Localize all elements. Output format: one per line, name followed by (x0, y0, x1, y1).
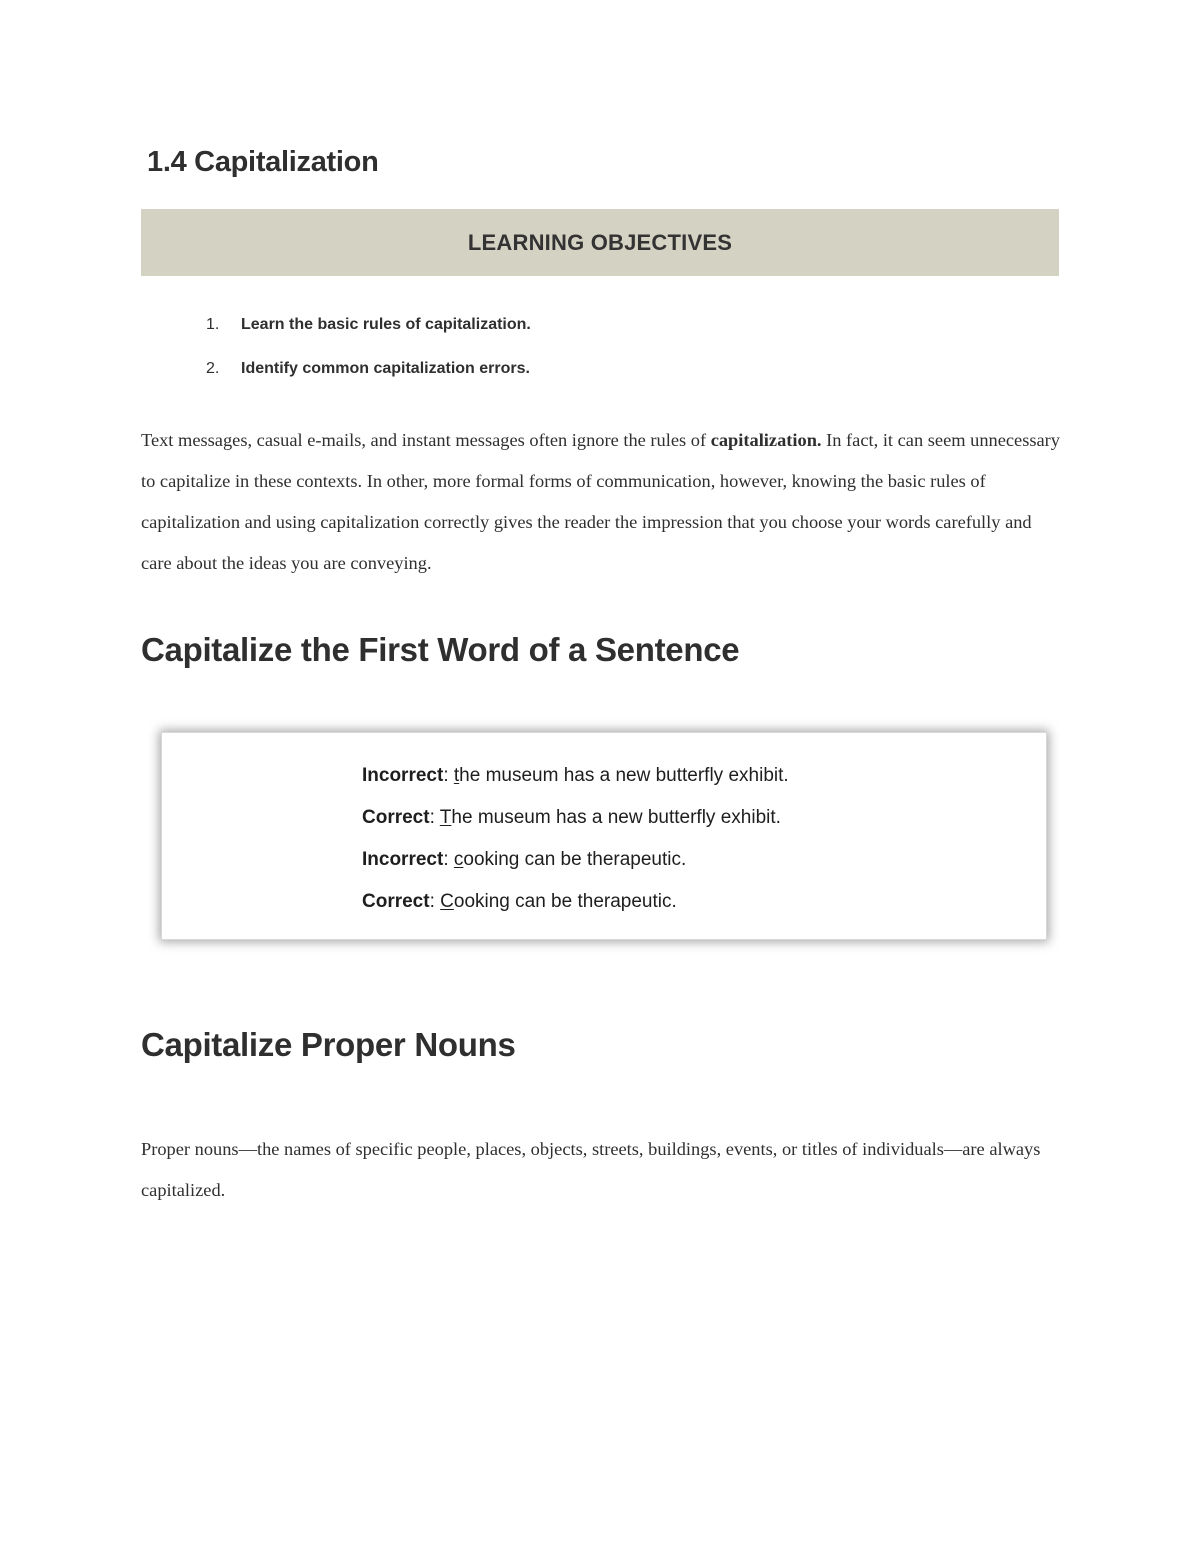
page-title: 1.4 Capitalization (147, 146, 379, 178)
intro-key-term: capitalization. (710, 430, 822, 450)
example-rest: ooking can be therapeutic. (453, 891, 677, 912)
example-separator: : (443, 765, 454, 786)
example-first-letter: c (453, 849, 464, 870)
objective-text: Learn the basic rules of capitalization. (241, 316, 531, 333)
example-rest: ooking can be therapeutic. (463, 849, 687, 870)
intro-text-start: Text messages, casual e-mails, and instant messages often ignore the rules of (141, 430, 711, 450)
intro-text-end: In fact, it can seem unnecessary to capitalize in these contexts. In other, more formal forms of communication, however, knowing the basic rules of capitalization and using capitalization correctly gives the reader the impression that you choose your words carefully and care about the ideas you are conveying. (141, 430, 1061, 573)
example-lines (362, 755, 789, 923)
objective-number: 1. (206, 316, 220, 333)
objective-text: Identify common capitalization errors. (241, 360, 530, 377)
section-heading-first-word: Capitalize the First Word of a Sentence (141, 631, 740, 668)
example-first-letter: t (453, 765, 460, 786)
learning-objectives-heading: LEARNING OBJECTIVES (467, 229, 733, 255)
example-label: Incorrect (362, 765, 444, 786)
learning-objectives-list (206, 303, 531, 391)
example-label: Correct (362, 807, 430, 828)
example-separator: : (429, 807, 440, 828)
example-line (362, 797, 789, 839)
learning-objectives-banner (141, 209, 1059, 276)
example-line (362, 881, 789, 923)
example-rest: he museum has a new butterfly exhibit. (451, 807, 781, 828)
proper-nouns-paragraph: Proper nouns—the names of specific people, places, objects, streets, buildings, events, or titles of individuals—are always capitalized. (141, 1139, 1041, 1200)
example-first-letter: C (440, 891, 454, 912)
example-separator: : (429, 891, 441, 912)
example-line (362, 755, 789, 797)
section-heading-proper-nouns: Capitalize Proper Nouns (141, 1026, 516, 1063)
objective-item (206, 303, 531, 347)
example-separator: : (443, 849, 454, 870)
objective-number: 2. (206, 360, 220, 377)
objective-item (206, 347, 531, 391)
capitalization-examples-box (161, 732, 1047, 940)
intro-paragraph (141, 420, 1061, 584)
example-label: Correct (362, 891, 430, 912)
example-label: Incorrect (362, 849, 444, 870)
example-first-letter: T (439, 807, 452, 828)
example-rest: he museum has a new butterfly exhibit. (459, 765, 789, 786)
example-line (362, 839, 789, 881)
